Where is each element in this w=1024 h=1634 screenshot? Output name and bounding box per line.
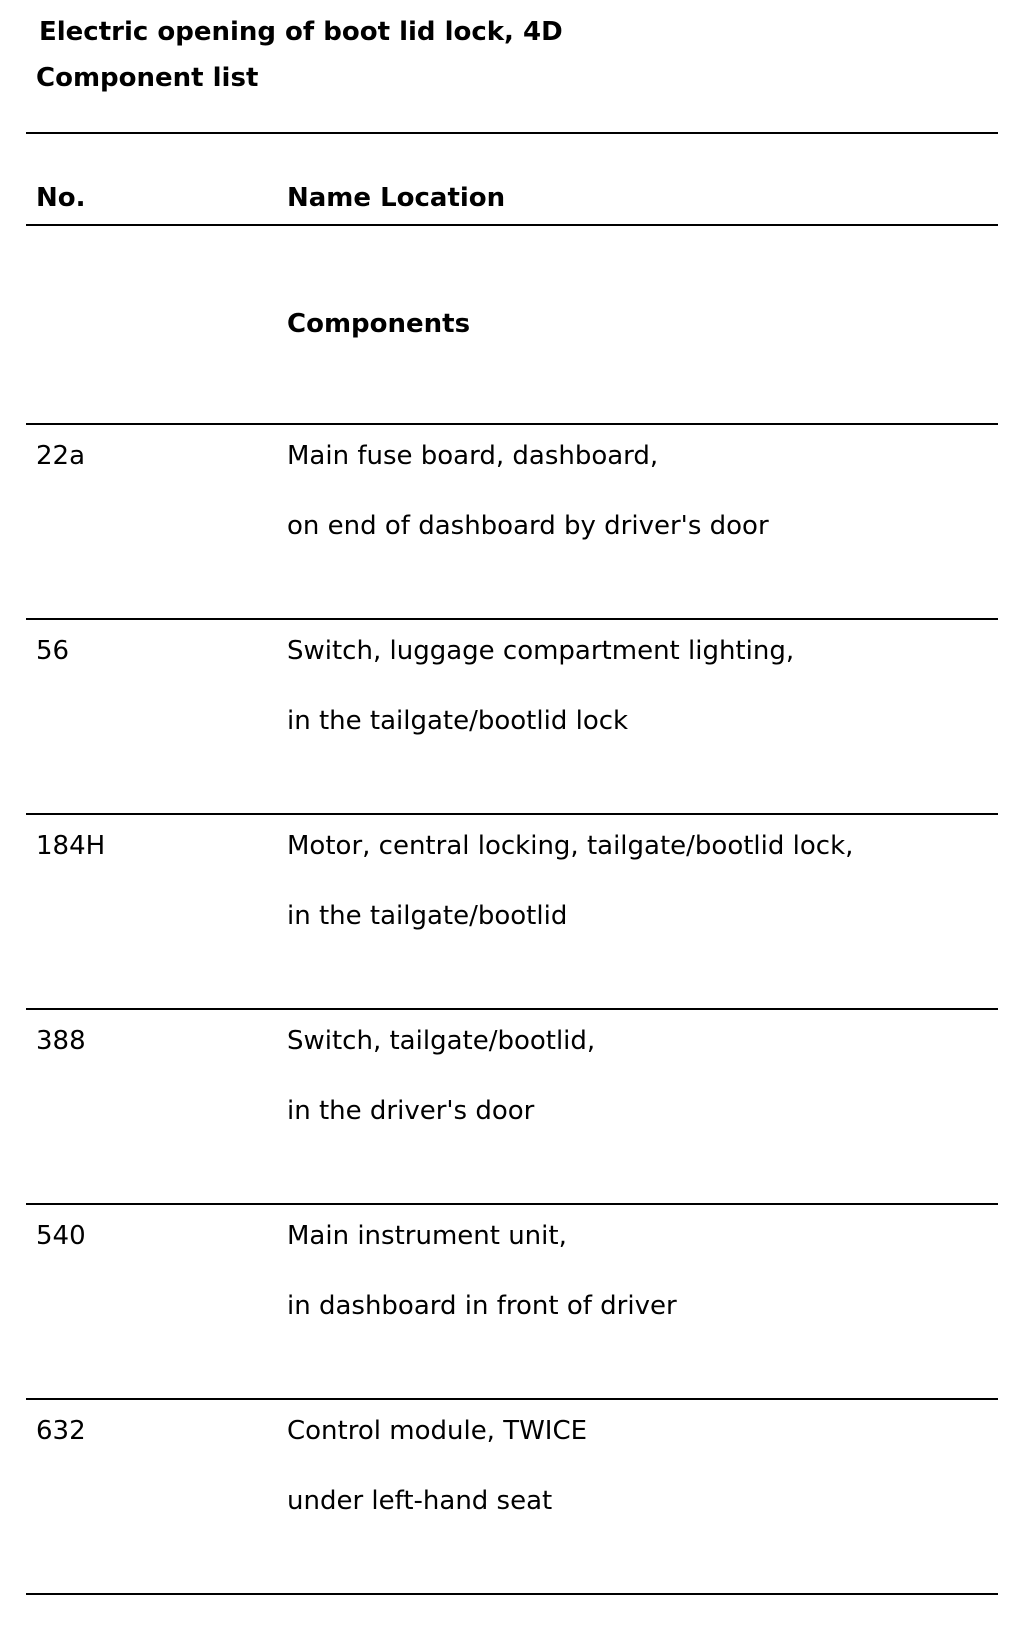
component-location: in the tailgate/bootlid [287,901,568,931]
component-location: under left-hand seat [287,1486,553,1516]
component-number: 388 [36,1026,86,1056]
component-name: Switch, luggage compartment lighting, [287,636,795,666]
table-row [0,815,1024,1005]
table-row [0,1400,1024,1590]
component-name: Switch, tailgate/bootlid, [287,1026,596,1056]
table-row [0,620,1024,810]
component-number: 540 [36,1221,86,1251]
component-number: 632 [36,1416,86,1446]
component-number: 22a [36,441,86,471]
column-header-name-location: Name Location [287,183,506,213]
bottom-divider [26,1593,998,1595]
component-location: on end of dashboard by driver's door [287,511,769,541]
document-subtitle: Component list [36,63,259,93]
table-row [0,1010,1024,1200]
component-name: Control module, TWICE [287,1416,588,1446]
top-divider [26,132,998,134]
section-heading-components: Components [287,309,471,339]
document-title: Electric opening of boot lid lock, 4D [39,17,563,47]
column-header-no: No. [36,183,86,213]
component-number: 56 [36,636,70,666]
component-location: in dashboard in front of driver [287,1291,677,1321]
component-name: Main fuse board, dashboard, [287,441,659,471]
table-row [0,425,1024,615]
header-divider [26,224,998,226]
component-location: in the tailgate/bootlid lock [287,706,629,736]
component-name: Main instrument unit, [287,1221,567,1251]
component-location: in the driver's door [287,1096,535,1126]
component-number: 184H [36,831,106,861]
component-name: Motor, central locking, tailgate/bootlid lock, [287,831,854,861]
table-row [0,1205,1024,1395]
